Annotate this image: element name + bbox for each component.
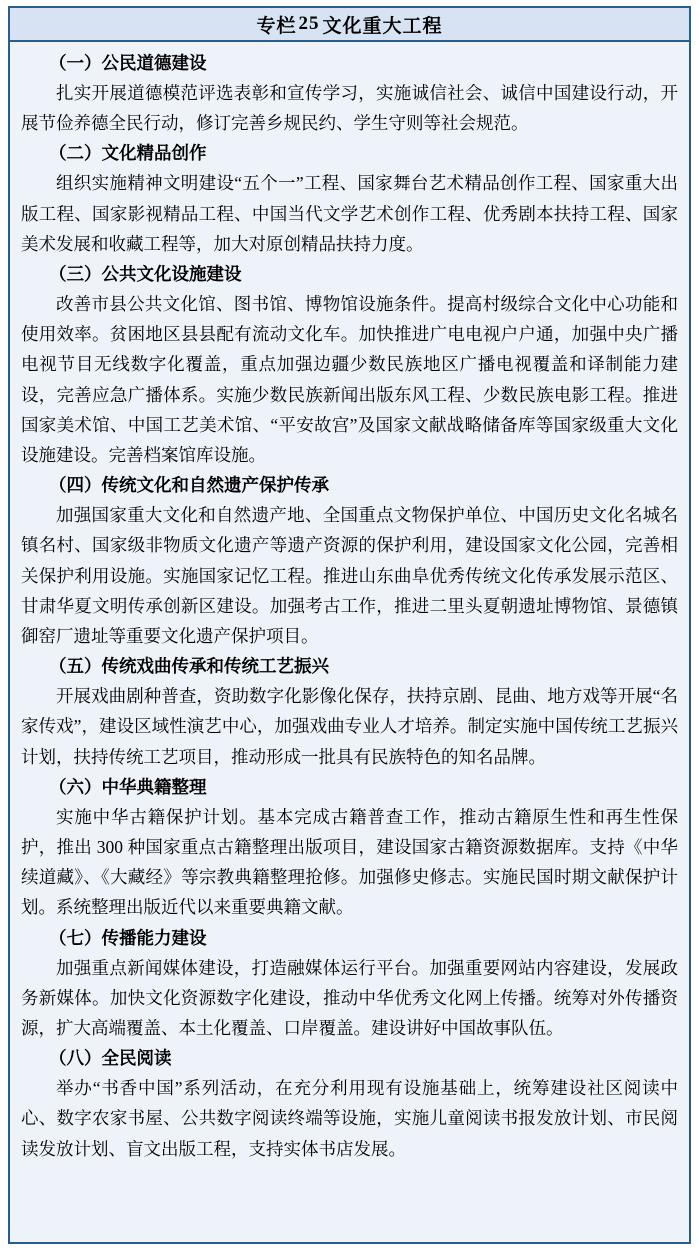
feature-box-25 bbox=[8, 6, 691, 1244]
box-body bbox=[10, 42, 689, 1242]
section-body-7: 加强重点新闻媒体建设，打造融媒体运行平台。加强重要网站内容建设，发展政务新媒体。加快文化资源数字化建设，推动中华优秀文化网上传播。统筹对外传播资源，扩大高端覆盖、本土化覆盖、口岸覆盖。建设讲好中国故事队伍。 bbox=[21, 957, 678, 1039]
section-heading-3: （三）公共文化设施建设 bbox=[49, 264, 242, 285]
section-body-4: 加强国家重大文化和自然遗产地、全国重点文物保护单位、中国历史文化名城名镇名村、国家级非物质文化遗产等遗产资源的保护利用，建设国家文化公园，完善相关保护利用设施。实施国家记忆工程。推进山东曲阜优秀传统文化传承发展示范区、甘肃华夏文明传承创新区建设。加强考古工作，推进二里头夏朝遗址博物馆、景德镇御窑厂遗址等重要文化遗产保护项目。 bbox=[21, 505, 678, 647]
section-heading-8: （八）全民阅读 bbox=[49, 1048, 172, 1069]
section-heading-5: （五）传统戏曲传承和传统工艺振兴 bbox=[49, 656, 329, 677]
section-heading-1: （一）公民道德建设 bbox=[49, 53, 207, 73]
box-title-number: 25 bbox=[298, 13, 320, 34]
box-title-text: 文化重大工程 bbox=[322, 15, 443, 37]
section-heading-4: （四）传统文化和自然遗产保护传承 bbox=[49, 475, 329, 496]
section-body-5: 开展戏曲剧种普查，资助数字化影像化保存，扶持京剧、昆曲、地方戏等开展“名家传戏”，建设区域性演艺中心，加强戏曲专业人才培养。制定实施中国传统工艺振兴计划，扶持传统工艺项目，推动形成一批具有民族特色的知名品牌。 bbox=[21, 686, 678, 767]
box-title-prefix: 专栏 bbox=[256, 15, 297, 37]
section-body-2: 组织实施精神文明建设“五个一”工程、国家舞台艺术精品创作工程、国家重大出版工程、国家影视精品工程、中国当代文学艺术创作工程、优秀剧本扶持工程、国家美术发展和收藏工程等，加大对原创精品扶持力度。 bbox=[21, 173, 678, 254]
section-heading-6: （六）中华典籍整理 bbox=[49, 776, 207, 797]
section-body-6: 实施中华古籍保护计划。基本完成古籍普查工作，推动古籍原生性和再生性保护，推出 300 种国家重点古籍整理出版项目，建设国家古籍资源数据库。支持《中华续道藏》、《大藏经》等宗教典籍整理抢修。加强修史修志。实施民国时期文献保护计划。系统整理出版近代以来重要典籍文献。 bbox=[21, 806, 678, 918]
box-title bbox=[10, 8, 689, 42]
section-body-1: 扎实开展道德模范评选表彰和宣传学习，实施诚信社会、诚信中国建设行动，开展节俭养德全民行动，修订完善乡规民约、学生守则等社会规范。 bbox=[21, 83, 678, 134]
section-heading-7: （七）传播能力建设 bbox=[49, 927, 207, 948]
section-body-3: 改善市县公共文化馆、图书馆、博物馆设施条件。提高村级综合文化中心功能和使用效率。贫困地区县县配有流动文化车。加快推进广电电视户户通，加强中央广播电视节目无线数字化覆盖，重点加强边疆少数民族地区广播电视覆盖和译制能力建设，完善应急广播体系。实施少数民族新闻出版东风工程、少数民族电影工程。推进国家美术馆、中国工艺美术馆、“平安故宫”及国家文献战略储备库等国家级重大文化设施建设。完善档案馆库设施。 bbox=[21, 294, 678, 466]
section-heading-2: （二）文化精品创作 bbox=[49, 143, 207, 164]
section-body-8: 举办“书香中国”系列活动，在充分利用现有设施基础上，统筹建设社区阅读中心、数字农家书屋、公共数字阅读终端等设施，实施儿童阅读书报发放计划、市民阅读发放计划、盲文出版工程，支持实体书店发展。 bbox=[21, 1078, 678, 1159]
